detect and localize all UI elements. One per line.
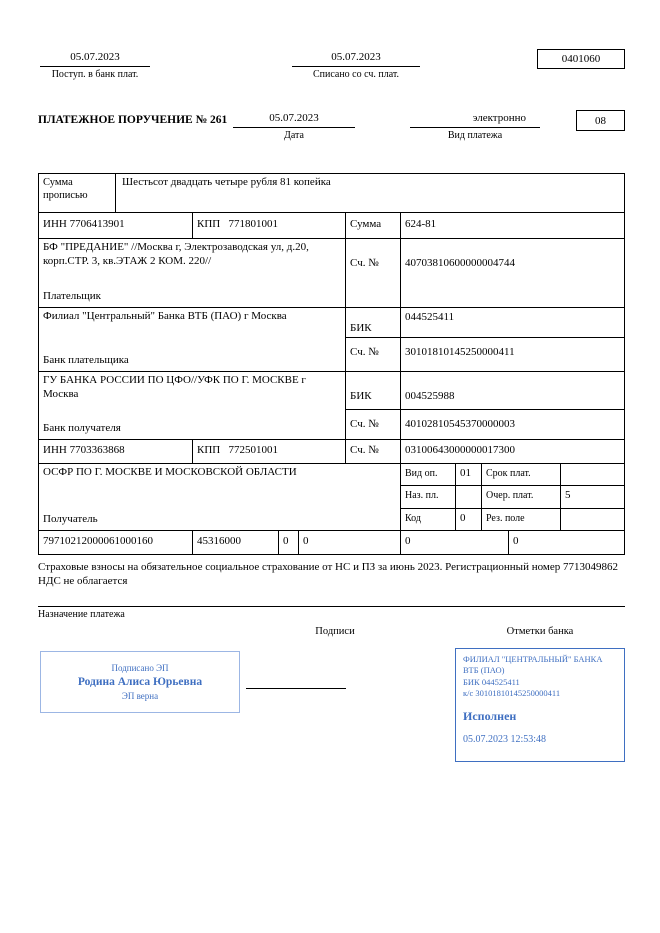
op-kind-label: Вид оп. [401,464,456,485]
payment-order-table [38,173,625,555]
receiver-bank-row [39,372,624,440]
oktmo-field: 45316000 [193,531,279,554]
reserve-value [561,509,624,530]
payment-purpose-text: Страховые взносы на обязательное социальное страхование от НС и ПЗ за июнь 2023. Регистрационный номер 7713049862 НДС не облагается [38,561,618,588]
payer-row [39,239,624,308]
receiver-bank-name: ГУ БАНКА РОССИИ ПО ЦФО//УФК ПО Г. МОСКВЕ г Москва [43,374,306,400]
payment-purpose-label: Назначение платежа [38,609,125,620]
signature-stamp [40,651,240,713]
payer-bank-account-subrow [346,338,624,371]
receiver-inn-row [39,440,624,464]
receiver-account-label: Сч. № [346,440,401,463]
code-value: 0 [456,509,482,530]
code-subrow [401,509,624,530]
tax-docdate-field: 0 [513,535,519,547]
status-code: 08 [595,114,606,127]
sum-value: 624-81 [405,218,437,230]
payer-bank-details-cell [346,308,624,371]
receiver-account: 03100643000000017300 [405,444,515,456]
doc-date-label: Дата [284,130,304,141]
signatures-label: Подписи [315,626,355,637]
receiver-bank-account: 40102810545370000003 [405,418,515,430]
payment-attributes-cell [401,464,624,530]
term-value [561,464,624,485]
bank-stamp-name-line2: ВТБ (ПАО) [463,665,505,676]
receiver-cell [39,464,401,530]
doc-date-value: 05.07.2023 [233,112,355,128]
received-date-value: 05.07.2023 [40,51,150,67]
bank-stamp-status: Исполнен [463,708,517,723]
receiver-bank-bik: 004525988 [405,390,455,402]
receiver-kpp: КПП 772501001 [193,440,346,463]
payer-cell [39,239,346,307]
priority-value: 5 [565,489,571,502]
received-in-bank-field [40,51,150,80]
bank-stamp-bik: БИК 044525411 [463,676,520,687]
bank-stamp [455,648,625,762]
priority-label: Очер. плат. [482,486,561,507]
doc-date-field [233,112,355,141]
reserve-label: Рез. поле [482,509,561,530]
tax-fields-row [39,531,624,554]
receiver-label: Получатель [43,513,98,526]
debited-from-account-field [292,51,420,80]
payer-bank-account-label: Сч. № [346,338,401,371]
payment-type-field [410,112,540,141]
payment-type-value: электронно [410,112,540,128]
received-date-label: Поступ. в банк плат. [51,69,139,80]
kbk-field: 79710212000061000160 [39,531,193,554]
receiver-bank-cell [39,372,346,439]
payer-bank-bik: 044525411 [405,311,455,323]
bank-stamp-name-line1: ФИЛИАЛ "ЦЕНТРАЛЬНЫЙ" БАНКА [463,654,603,664]
receiver-bank-label: Банк получателя [43,422,121,435]
bank-stamp-corr: к/с 30101810145250000411 [463,688,561,699]
receiver-bank-bik-label: БИК [346,372,401,409]
purpose-code-value [456,486,482,507]
sum-label: Сумма [346,213,401,238]
document-title: ПЛАТЕЖНОЕ ПОРУЧЕНИЕ № 261 [38,114,228,126]
receiver-bank-account-label: Сч. № [346,410,401,439]
purpose-underline [38,606,625,607]
amount-words-row [39,174,624,213]
bank-marks-label: Отметки банка [506,626,574,637]
tax-period-field: 0 [299,531,401,554]
payer-inn: ИНН 7706413901 [39,213,193,238]
payer-label: Плательщик [43,290,101,303]
payer-bank-bik-subrow [346,308,624,338]
form-code-box [537,49,625,69]
receiver-name: ОСФР ПО Г. МОСКВЕ И МОСКОВСКОЙ ОБЛАСТИ [43,466,297,478]
receiver-bank-bik-subrow [346,372,624,410]
payer-inn-row [39,213,624,239]
term-label: Срок плат. [482,464,561,485]
receiver-inn: ИНН 7703363868 [39,440,193,463]
payer-bank-label: Банк плательщика [43,354,129,367]
payer-account: 40703810600000004744 [405,257,515,269]
form-code: 0401060 [561,53,601,65]
payer-kpp: КПП 771801001 [193,213,346,238]
payer-account-label: Сч. № [346,239,401,307]
receiver-bank-account-subrow [346,410,624,439]
signer-name: Родина Алиса Юрьевна [77,676,203,688]
payer-name: БФ "ПРЕДАНИЕ" //Москва г, Электрозаводская ул, д.20, корп.СТР. 3, кв.ЭТАЖ 2 КОМ. 220// [43,241,309,267]
op-kind-subrow [401,464,624,486]
payer-bank-cell [39,308,346,371]
status-code-box [576,110,625,131]
tax-docnum-field: 0 [401,531,509,554]
tax-basis-field: 0 [279,531,299,554]
payer-bank-row [39,308,624,372]
code-label: Код [401,509,456,530]
signature-line [246,688,346,689]
payment-type-label: Вид платежа [447,130,503,141]
signature-valid-label: ЭП верна [121,691,159,701]
amount-words-value: Шестьсот двадцать четыре рубля 81 копейка [122,176,331,188]
debited-date-label: Списано со сч. плат. [312,69,400,80]
debited-date-value: 05.07.2023 [292,51,420,67]
op-kind-value: 01 [456,464,482,485]
payer-bank-account: 30101810145250000411 [405,346,515,358]
signed-by-label: Подписано ЭП [111,663,169,673]
amount-words-label: Сумма прописью [39,174,116,212]
receiver-bank-details-cell [346,372,624,439]
priority-subrow [401,486,624,508]
payer-bank-name: Филиал "Центральный" Банка ВТБ (ПАО) г Москва [43,310,287,322]
receiver-row [39,464,624,531]
purpose-code-label: Наз. пл. [401,486,456,507]
payer-bank-bik-label: БИК [346,308,401,337]
bank-stamp-datetime: 05.07.2023 12:53:48 [463,734,547,746]
